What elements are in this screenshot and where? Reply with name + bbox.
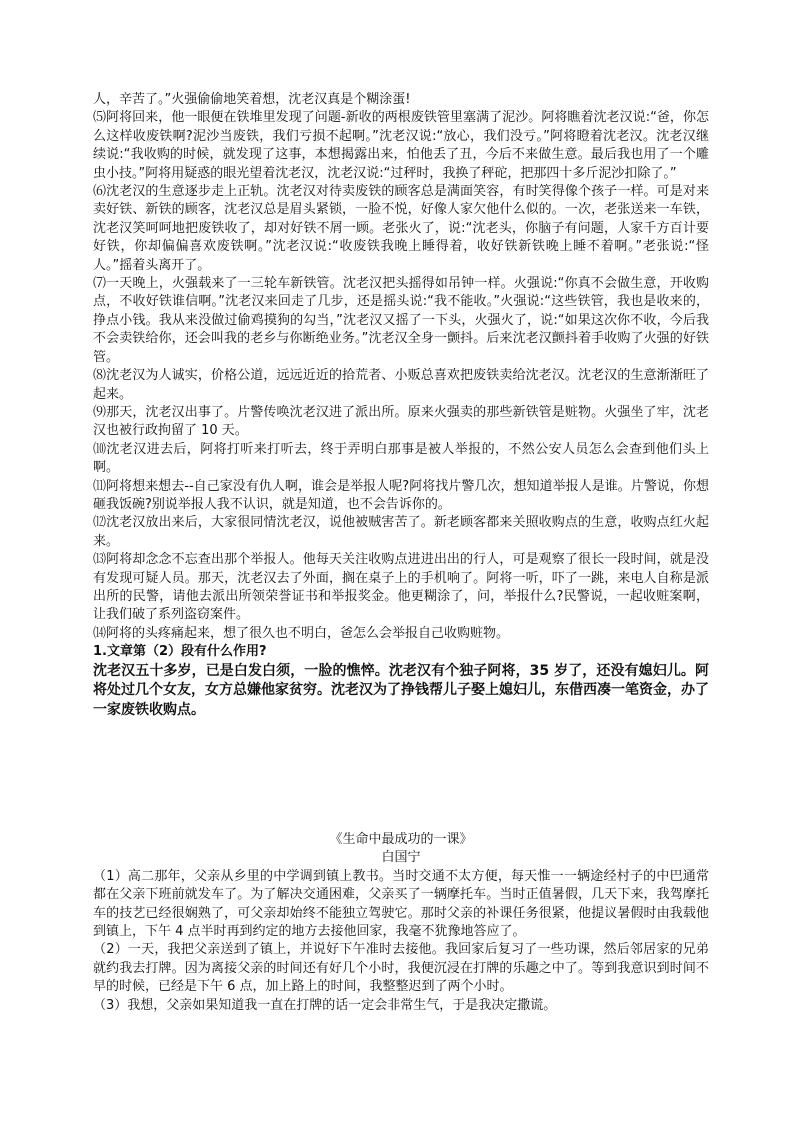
paragraph: ⑾阿将想来想去--自己家没有仇人啊，谁会是举报人呢?阿将找片警几次，想知道举报人是谁。片警说，你想砸我饭碗?别说举报人我不认识，就是知道，也不会告诉你的。 xyxy=(93,478,709,512)
paragraph: （1）高二那年，父亲从乡里的中学调到镇上教书。当时交通不太方便，每天惟一一辆途经村子的中巴通常都在父亲下班前就发车了。为了解决交通困难，父亲买了一辆摩托车。当时正值暑假，几天下来，我驾摩托车的技艺已经很娴熟了，可父亲却始终不能独立驾驶它。那时父亲的补课任务很紧，他提议暑假时由我载他到镇上，下午 4 点半时再到约定的地方去接他回家，我毫不犹豫地答应了。 xyxy=(93,868,709,940)
story1 xyxy=(93,91,709,720)
paragraph: ⑻沈老汉为人诚实，价格公道，远远近近的拾荒者、小贩总喜欢把废铁卖给沈老汉。沈老汉的生意渐渐旺了起来。 xyxy=(93,368,709,402)
article-author: 白国宁 xyxy=(381,850,421,866)
paragraph: （2）一天，我把父亲送到了镇上，并说好下午准时去接他。我回家后复习了一些功课，然后邻居家的兄弟就约我去打牌。因为离接父亲的时间还有好几个小时，我便沉浸在打牌的乐趣之中了。等到我意识到时间不早的时候，已经是下午 6 点，加上路上的时间，我整整迟到了两个小时。 xyxy=(93,942,709,995)
paragraph: ⒁阿将的头疼痛起来，想了很久也不明白，爸怎么会举报自己收购赃物。 xyxy=(93,625,510,641)
paragraph: ⒀阿将却念念不忘查出那个举报人。他每天关注收购点进进出出的行人，可是观察了很长一段时间，就是没有发现可疑人员。那天，沈老汉去了外面，搁在桌子上的手机响了。阿将一听，吓了一跳，来电人自称是派出所的民警，请他去派出所领荣誉证书和举报奖金。他更糊涂了，问，举报什么?民警说，一起收赃案啊，让我们破了系列盗窃案件。 xyxy=(93,552,709,623)
paragraph: 人，辛苦了。”火强偷偷地笑着想，沈老汉真是个糊涂蛋! xyxy=(93,92,411,107)
paragraph: ⑼那天，沈老汉出事了。片警传唤沈老汉进了派出所。原来火强卖的那些新铁管是赃物。火强坐了牢，沈老汉也被行政拘留了 10 天。 xyxy=(93,404,709,439)
answer: 沈老汉五十多岁，已是白发白须，一脸的憔悴。沈老汉有个独子阿将，35 岁了，还没有媳妇儿。阿将处过几个女友，女方总嫌他家贫穷。沈老汉为了挣钱帮儿子娶上媳妇儿，东借西凑一笔资金，办了一家废铁收购点。 xyxy=(93,662,709,718)
article-title: 《生命中最成功的一课》 xyxy=(329,832,473,847)
story2 xyxy=(93,831,709,1015)
paragraph: ⑿沈老汉放出来后，大家很同情沈老汉，说他被贼害苦了。新老顾客都来关照收购点的生意，收购点红火起来。 xyxy=(93,515,709,549)
paragraph: ⑹沈老汉的生意逐步走上正轨。沈老汉对待卖废铁的顾客总是满面笑容，有时笑得像个孩子一样。可是对来卖好铁、新铁的顾客，沈老汉总是眉头紧锁，一脸不悦，好像人家欠他什么似的。一次，老张送来一车铁，沈老汉笑呵呵地把废铁收了，却对好铁不屑一顾。老张火了，说:“沈老头，你脑子有问题，人家千方百计要好铁，你却偏偏喜欢废铁啊。”沈老汉说:“收废铁我晚上睡得着，收好铁新铁晚上睡不着啊。”老张说:“怪人。”摇着头离开了。 xyxy=(93,184,709,273)
paragraph: ⑽沈老汉进去后，阿将打听来打听去，终于弄明白那事是被人举报的，不然公安人员怎么会查到他们头上啊。 xyxy=(93,441,709,476)
paragraph: ⑸阿将回来，他一眼便在铁堆里发现了问题-新收的两根废铁管里塞满了泥沙。阿将瞧着沈老汉说:“爸，你怎么这样收废铁啊?泥沙当废铁，我们亏损不起啊。”沈老汉说:“放心，我们没亏。”阿将瞪着沈老汉。沈老汉继续说:“我收购的时候，就发现了这事，本想揭露出来，怕他丢了丑，今后不来做生意。最后我也用了一个雕虫小技。”阿将用疑惑的眼光望着沈老汉，沈老汉说:“过秤时，我换了秤砣，把那四十多斤泥沙扣除了。” xyxy=(93,110,709,181)
paragraph: ⑺一天晚上，火强载来了一三轮车新铁管。沈老汉把头摇得如吊钟一样。火强说:“你真不会做生意，开收购点，不收好铁谁信啊。”沈老汉来回走了几步，还是摇头说:“我不能收。”火强说:“这些铁管，我也是收来的，挣点小钱。我从来没做过偷鸡摸狗的勾当，”沈老汉又摇了一下头，火强火了，说:“如果这次你不收，今后我不会卖铁给你，还会叫我的老乡与你断绝业务。”沈老汉全身一颤抖。后来沈老汉颤抖着手收购了火强的好铁管。 xyxy=(93,276,709,365)
paragraph: （3）我想，父亲如果知道我一直在打牌的话一定会非常生气，于是我决定撒谎。 xyxy=(93,997,557,1013)
question: 1.文章第（2）段有什么作用? xyxy=(93,644,267,660)
